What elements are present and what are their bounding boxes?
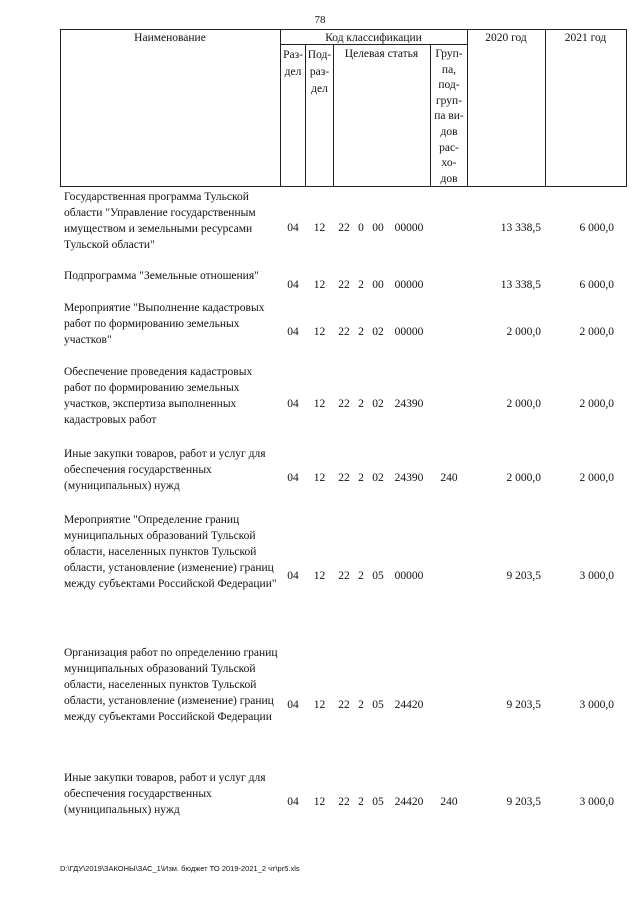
cell-2020: 9 203,5 (506, 699, 541, 711)
cell-target-program: 22 (338, 222, 350, 234)
cell-target-subprogram: 2 (358, 326, 364, 338)
cell-subsection: 12 (313, 472, 326, 484)
cell-section: 04 (287, 222, 299, 234)
cell-target-event: 00 (372, 222, 384, 234)
cell-section: 04 (287, 570, 299, 582)
cell-target-direction: 24390 (394, 398, 424, 410)
cell-2020: 13 338,5 (500, 222, 541, 234)
cell-subsection: 12 (313, 699, 326, 711)
cell-target-subprogram: 2 (358, 279, 364, 291)
cell-2021: 6 000,0 (579, 222, 614, 234)
cell-target-program: 22 (338, 570, 350, 582)
cell-name: Мероприятие "Выполнение кадастровых работ по формированию земельных участков" (64, 302, 265, 346)
cell-name: Организация работ по определению границ муниципальных образований Тульской области, населенных пунктов Тульской области, установление (изменение) границ между субъектами Российской Федерации (64, 647, 278, 723)
cell-section: 04 (287, 796, 299, 808)
cell-section: 04 (287, 326, 299, 338)
cell-target-subprogram: 0 (358, 222, 364, 234)
cell-target-program: 22 (338, 326, 350, 338)
header-code: Код классификации (325, 32, 422, 44)
cell-subsection: 12 (313, 222, 326, 234)
cell-2021: 3 000,0 (579, 796, 614, 808)
cell-target-program: 22 (338, 398, 350, 410)
header-name: Наименование (134, 32, 206, 44)
cell-name: Иные закупки товаров, работ и услуг для обеспечения государственных (муниципальных) нужд (64, 772, 266, 816)
cell-target-direction: 24420 (394, 699, 424, 711)
cell-2021: 2 000,0 (579, 326, 614, 338)
cell-target-event: 02 (372, 326, 384, 338)
cell-name: Государственная программа Тульской области "Управление государственным имуществом и земельными ресурсами Тульской области" (64, 191, 256, 251)
cell-target-event: 05 (372, 796, 384, 808)
cell-2021: 2 000,0 (579, 398, 614, 410)
cell-target-subprogram: 2 (358, 398, 364, 410)
cell-2020: 2 000,0 (506, 326, 541, 338)
cell-target-subprogram: 2 (358, 570, 364, 582)
cell-2020: 9 203,5 (506, 570, 541, 582)
cell-target-event: 05 (372, 699, 384, 711)
cell-target-event: 02 (372, 472, 384, 484)
page-number: 78 (314, 14, 326, 26)
cell-target-event: 05 (372, 570, 384, 582)
cell-2021: 3 000,0 (579, 699, 614, 711)
cell-2021: 6 000,0 (579, 279, 614, 291)
cell-2020: 2 000,0 (506, 472, 541, 484)
cell-name: Мероприятие "Определение границ муниципальных образований Тульской области, населенных пунктов Тульской области, установление (изменение) границ между субъектами Российской Федерации" (64, 514, 277, 590)
cell-section: 04 (287, 398, 299, 410)
cell-target-direction: 24420 (394, 796, 424, 808)
cell-subsection: 12 (313, 570, 326, 582)
cell-target-direction: 24390 (394, 472, 424, 484)
cell-subsection: 12 (313, 279, 326, 291)
cell-target-event: 00 (372, 279, 384, 291)
cell-target-program: 22 (338, 279, 350, 291)
header-2020: 2020 год (485, 32, 527, 44)
cell-name: Обеспечение проведения кадастровых работ по формированию земельных участков, экспертиза выполненных кадастровых работ (64, 366, 253, 426)
cell-target-program: 22 (338, 472, 350, 484)
cell-name: Подпрограмма "Земельные отношения" (64, 270, 259, 282)
cell-target-subprogram: 2 (358, 472, 364, 484)
header-2021: 2021 год (564, 32, 607, 44)
cell-target-program: 22 (338, 796, 350, 808)
cell-target-program: 22 (338, 699, 350, 711)
cell-section: 04 (287, 472, 299, 484)
cell-target-event: 02 (372, 398, 384, 410)
cell-expense-group: 240 (440, 472, 458, 484)
cell-2020: 13 338,5 (500, 279, 541, 291)
cell-section: 04 (287, 279, 299, 291)
header-group: Груп- па, под- груп- па ви- дов рас- хо- дов (434, 48, 464, 185)
cell-target-subprogram: 2 (358, 699, 364, 711)
cell-target-direction: 00000 (394, 326, 424, 338)
cell-2020: 2 000,0 (506, 398, 541, 410)
cell-target-direction: 00000 (394, 222, 424, 234)
header-section: Раз- дел (283, 49, 303, 78)
cell-section: 04 (287, 699, 299, 711)
cell-target-direction: 00000 (394, 570, 424, 582)
cell-2021: 2 000,0 (579, 472, 614, 484)
header-target: Целевая статья (344, 48, 419, 60)
cell-subsection: 12 (313, 796, 326, 808)
cell-2020: 9 203,5 (506, 796, 541, 808)
cell-target-subprogram: 2 (358, 796, 364, 808)
header-subsection: Под- раз- дел (307, 49, 332, 95)
cell-2021: 3 000,0 (579, 570, 614, 582)
cell-name: Иные закупки товаров, работ и услуг для обеспечения государственных (муниципальных) нужд (64, 448, 266, 492)
cell-subsection: 12 (313, 398, 326, 410)
file-path-footer: D:\ГДУ\2019\ЗАКОНЫ\ЗАС_1\Изм. бюджет ТО 2019-2021_2 чт\pr5.xls (60, 864, 300, 873)
cell-expense-group: 240 (440, 796, 458, 808)
cell-target-direction: 00000 (394, 279, 424, 291)
cell-subsection: 12 (313, 326, 326, 338)
